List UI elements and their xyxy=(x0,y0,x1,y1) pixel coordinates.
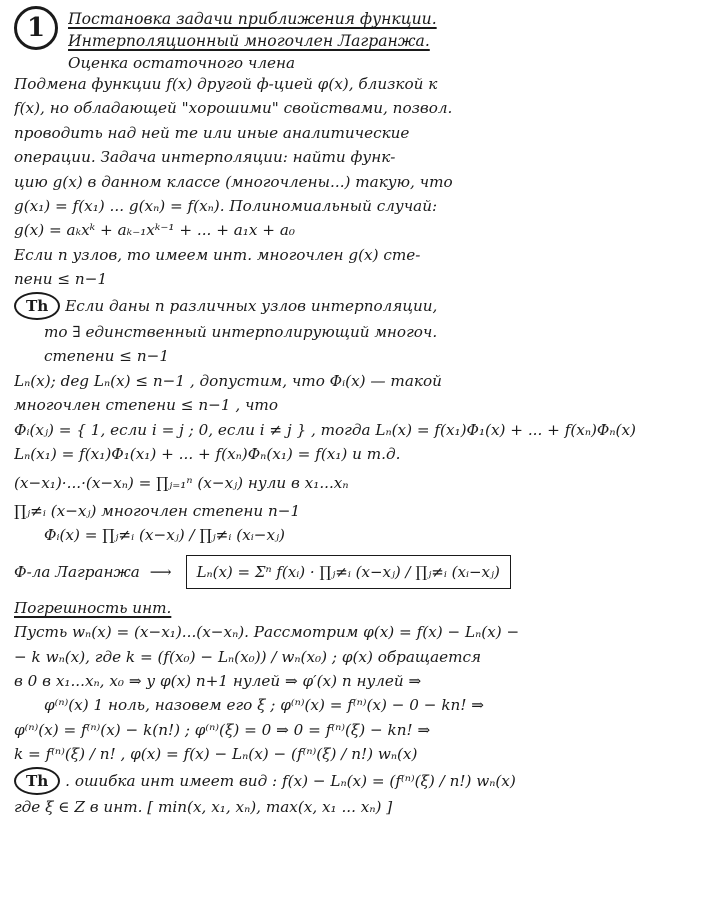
error-line-5: φ⁽ⁿ⁾(x) = f⁽ⁿ⁾(x) − k(n!) ; φ⁽ⁿ⁾(ξ) = 0 ⇒ 0 = f⁽ⁿ⁾(ξ) − kn! ⇒ xyxy=(14,720,431,739)
theorem-2-line-1 xyxy=(14,767,695,795)
theorem-2-line-2: где ξ ∈ Z в инт. [ min(x, x₁, xₙ), max(x, x₁ ... xₙ) ] xyxy=(14,797,393,816)
proof-line-5: (x−x₁)·...·(x−xₙ) = ∏ⱼ₌₁ⁿ (x−xⱼ) нули в x₁...xₙ xyxy=(14,473,349,492)
intro-line-6: g(x₁) = f(x₁) ... g(xₙ) = f(xₙ). Полиномиальный случай: xyxy=(14,197,438,216)
theorem-1-label: Th xyxy=(14,292,60,320)
proof-line-7: Φᵢ(x) = ∏ⱼ≠ᵢ (x−xⱼ) / ∏ⱼ≠ᵢ (xᵢ−xⱼ) xyxy=(44,526,285,545)
arrow-icon: ⟶ xyxy=(149,562,172,581)
header-title-block xyxy=(68,6,437,74)
theorem-1-line-3: степени ≤ n−1 xyxy=(44,347,170,366)
polynomial-formula: g(x) = aₖxᵏ + aₖ₋₁xᵏ⁻¹ + ... + a₁x + a₀ xyxy=(14,221,295,240)
intro-line-3: проводить над ней те или иные аналитические xyxy=(14,123,410,142)
page-number-circle: 1 xyxy=(14,6,58,50)
intro-line-2: f(x), но обладающей "хорошими" свойствами, позвол. xyxy=(14,99,453,118)
lagrange-row xyxy=(14,548,695,596)
error-line-4: φ⁽ⁿ⁾(x) 1 ноль, назовем его ξ ; φ⁽ⁿ⁾(x) = f⁽ⁿ⁾(x) − 0 − kn! ⇒ xyxy=(44,696,484,715)
theorem-1-text-1: Если даны n различных узлов интерполяции, xyxy=(65,296,438,315)
error-line-2: − k wₙ(x), где k = (f(x₀) − Lₙ(x₀)) / wₙ(x₀) ; φ(x) обращается xyxy=(14,647,482,666)
title-line-1: Постановка задачи приближения функции. xyxy=(68,10,437,28)
proof-block xyxy=(14,369,695,548)
error-block xyxy=(14,620,695,766)
error-heading: Погрешность инт. xyxy=(14,598,172,617)
theorem-1 xyxy=(14,292,695,369)
theorem-1-line-2: то ∃ единственный интерполирующий многоч. xyxy=(44,323,438,342)
theorem-2-label: Th xyxy=(14,767,60,795)
intro-line-4: операции. Задача интерполяции: найти функ- xyxy=(14,148,396,167)
theorem-2 xyxy=(14,767,695,820)
intro-line-9: пени ≤ n−1 xyxy=(14,270,108,289)
intro-line-5: цию g(x) в данном классе (многочлены...) такую, что xyxy=(14,172,453,191)
error-line-1: Пусть wₙ(x) = (x−x₁)...(x−xₙ). Рассмотрим φ(x) = f(x) − Lₙ(x) − xyxy=(14,623,520,642)
proof-line-1: Lₙ(x); deg Lₙ(x) ≤ n−1 , допустим, что Φᵢ(x) — такой xyxy=(14,371,442,390)
proof-line-3: Φᵢ(xⱼ) = { 1, если i = j ; 0, если i ≠ j } , тогда Lₙ(x) = f(x₁)Φ₁(x) + ... + f(xₙ)Φₙ(x) xyxy=(14,420,636,439)
title-line-2: Интерполяционный многочлен Лагранжа. xyxy=(68,32,430,50)
title-line-3: Оценка остаточного члена xyxy=(68,54,296,72)
lagrange-formula-box: Lₙ(x) = Σⁿ f(xᵢ) · ∏ⱼ≠ᵢ (x−xⱼ) / ∏ⱼ≠ᵢ (xᵢ−xⱼ) xyxy=(186,555,511,589)
intro-line-1: Подмена функции f(x) другой ф-цией φ(x), близкой к xyxy=(14,75,438,93)
page-header xyxy=(14,6,695,72)
proof-line-6: ∏ⱼ≠ᵢ (x−xⱼ) многочлен степени n−1 xyxy=(14,501,301,520)
error-line-3: в 0 в x₁...xₙ, x₀ ⇒ у φ(x) n+1 нулей ⇒ φ′(x) n нулей ⇒ xyxy=(14,671,422,690)
proof-line-4: Lₙ(x₁) = f(x₁)Φ₁(x₁) + ... + f(xₙ)Φₙ(x₁) = f(x₁) и т.д. xyxy=(14,445,401,464)
theorem-2-text-1: . ошибка инт имеет вид : f(x) − Lₙ(x) = (f⁽ⁿ⁾(ξ) / n!) wₙ(x) xyxy=(65,771,516,790)
proof-line-2: многочлен степени ≤ n−1 , что xyxy=(14,396,278,415)
error-line-6: k = f⁽ⁿ⁾(ξ) / n! , φ(x) = f(x) − Lₙ(x) − (f⁽ⁿ⁾(ξ) / n!) wₙ(x) xyxy=(14,745,418,764)
intro-paragraph xyxy=(14,72,695,292)
intro-line-8: Если n узлов, то имеем инт. многочлен g(x) сте- xyxy=(14,245,421,264)
theorem-1-line-1 xyxy=(14,292,695,320)
lagrange-label: Ф-ла Лагранжа xyxy=(14,562,140,581)
